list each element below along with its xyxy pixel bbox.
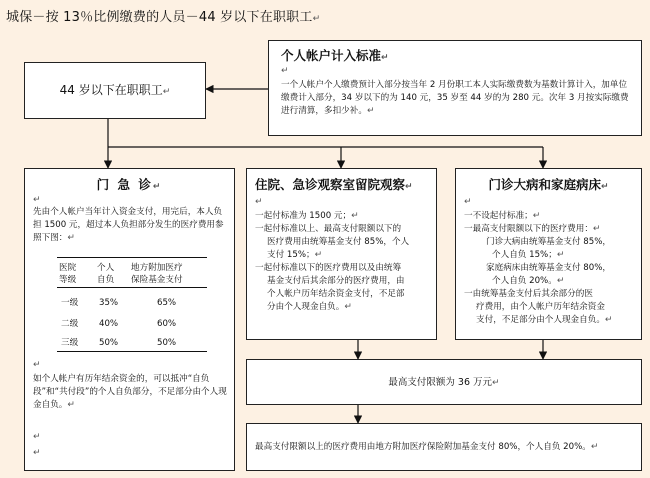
- table-header-self-pay: 个人 自负: [97, 263, 115, 285]
- payment-limit-box: [246, 359, 642, 405]
- table-header-fund-pay: 地方附加医疗 保险基金支付: [131, 263, 183, 285]
- chronic-mark: ↵: [464, 197, 472, 207]
- above-limit-label: 最高支付限额以上的医疗费用由地方附加医疗保险附加基金支付 80%，个人自负 20%。↵: [255, 442, 599, 452]
- page-title: 城保－按 13％比例缴费的人员－44 岁以下在职职工↵: [6, 10, 321, 25]
- outpatient-mark-3: ↵: [33, 432, 41, 442]
- table-row-fund-1: 65%: [157, 298, 177, 308]
- inpatient-line-3: 医疗费用由统筹基金支付 85%，个人: [267, 237, 410, 247]
- inpatient-line-2: 一起付标准以上、最高支付限额以下的: [255, 224, 402, 234]
- table-bottom-rule: [57, 351, 207, 352]
- personal-account-box: [268, 40, 642, 136]
- table-row-level-1: 一级: [61, 298, 79, 308]
- table-row-fund-3: 50%: [157, 338, 177, 348]
- table-top-rule: [57, 257, 207, 258]
- personal-account-body: 一个人帐户个人缴费预计入部分按当年 2 月份职工本人实际缴费数为基数计算计入，加单位缴费计入部分，34 岁以下的为 140 元，35 岁至 44 岁的为 280 元。次年 3 月按实际缴费进行清算，多扣少补。↵: [281, 80, 629, 116]
- chronic-body: [464, 210, 640, 327]
- table-row-level-2: 二级: [61, 319, 79, 329]
- table-row-level-3: 三级: [61, 338, 79, 348]
- chronic-illness-box: [455, 168, 642, 340]
- inpatient-line-4: 支付 15%；↵: [267, 250, 323, 260]
- inpatient-line-8: 分由个人现金自负。↵: [267, 302, 352, 312]
- table-row-fund-2: 60%: [157, 319, 177, 329]
- outpatient-intro: 先由个人帐户当年计入资金支付，用完后，本人负担 1500 元，超过本人负担部分发生的医疗费用参照下图：↵: [33, 207, 224, 243]
- inpatient-body: [255, 210, 435, 314]
- table-header-level: 医院 等级: [59, 263, 77, 285]
- table-row-self-3: 50%: [99, 338, 119, 348]
- chronic-line-5: 家庭病床由统筹基金支付 80%，: [486, 263, 611, 273]
- chronic-line-2: 一最高支付限额以下的医疗费用：↵: [464, 224, 601, 234]
- chronic-line-1: 一不设起付标准；↵: [464, 211, 541, 221]
- inpatient-line-6: 基金支付后其余部分的医疗费用，由: [267, 276, 405, 286]
- table-row-self-1: 35%: [99, 298, 119, 308]
- outpatient-mark-2: ↵: [33, 360, 41, 370]
- inpatient-line-7: 个人帐户历年结余资金支付，不足部: [267, 289, 405, 299]
- above-limit-box: [246, 423, 642, 471]
- chronic-illness-heading: 门诊大病和家庭病床↵: [488, 177, 609, 192]
- outpatient-emergency-heading: 门 急 诊↵: [96, 177, 163, 192]
- age-group-box: [24, 62, 206, 119]
- outpatient-mark-4: ↵: [33, 448, 41, 458]
- age-group-label: 44 岁以下在职职工↵: [59, 83, 171, 97]
- table-header-rule: [57, 287, 207, 288]
- outpatient-outro: 如个人帐户有历年结余资金的，可以抵冲“自负段”和“共付段”的个人自负部分，不足部分由个人现金自负。↵: [33, 374, 227, 410]
- inpatient-box: [246, 168, 437, 340]
- personal-account-mark: ↵: [281, 66, 289, 76]
- chronic-line-3: 门诊大病由统筹基金支付 85%，: [486, 237, 611, 247]
- chronic-line-4: 个人自负 15%；↵: [492, 250, 565, 260]
- personal-account-heading: 个人帐户计入标准↵: [281, 48, 389, 63]
- outpatient-emergency-box: [24, 168, 235, 471]
- inpatient-mark: ↵: [255, 197, 263, 207]
- chronic-line-6: 个人自负 20%。↵: [492, 276, 565, 286]
- chronic-line-9: 支付，不足部分由个人现金自负。↵: [476, 315, 613, 325]
- inpatient-line-1: 一起付标准为 1500 元；↵: [255, 211, 359, 221]
- chronic-line-7: 一由统筹基金支付后其余部分的医: [464, 289, 593, 299]
- outpatient-mark-1: ↵: [33, 195, 41, 205]
- inpatient-line-5: 一起付标准以下的医疗费用以及由统筹: [255, 263, 402, 273]
- payment-limit-label: 最高支付限额为 36 万元↵: [388, 377, 500, 388]
- inpatient-heading: 住院、急诊观察室留院观察↵: [255, 177, 413, 192]
- table-row-self-2: 40%: [99, 319, 119, 329]
- chronic-line-8: 疗费用，由个人帐户历年结余资金: [476, 302, 605, 312]
